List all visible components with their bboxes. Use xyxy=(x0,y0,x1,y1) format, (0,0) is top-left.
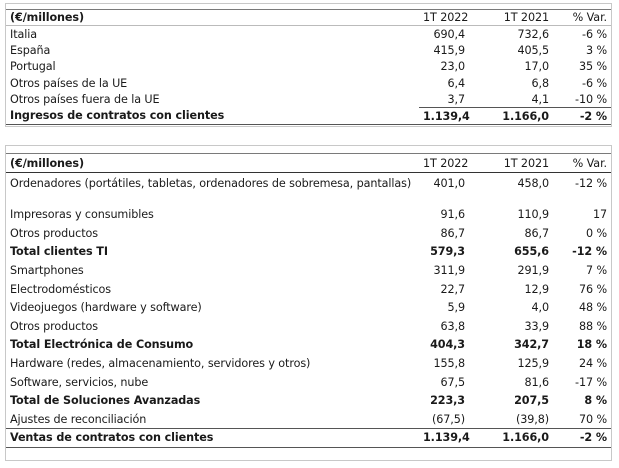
value-var: 8 % xyxy=(584,394,607,408)
table-row xyxy=(6,75,611,91)
value-1t2022: 5,9 xyxy=(447,301,465,315)
row-label: España xyxy=(10,43,51,57)
table-row xyxy=(6,42,611,58)
subtotal-row xyxy=(6,243,611,262)
revenue-by-product-table xyxy=(5,145,612,461)
total-var: -2 % xyxy=(553,108,611,124)
value-var: 0 % xyxy=(585,226,607,240)
table-row xyxy=(6,91,611,107)
col-header-var: % Var. xyxy=(553,10,611,26)
table-header-row xyxy=(6,154,611,173)
value-1t2022: 91,6 xyxy=(440,208,465,222)
value-1t2021: 86,7 xyxy=(524,226,549,240)
value-1t2021: 6,8 xyxy=(531,76,549,90)
value-1t2022: 415,9 xyxy=(433,43,465,57)
value-1t2022: 3,7 xyxy=(447,92,465,106)
table-row xyxy=(6,224,611,243)
value-1t2022: 579,3 xyxy=(430,245,465,259)
col-header-1t2022: 1T 2022 xyxy=(419,10,469,26)
value-1t2021: 291,9 xyxy=(517,264,549,278)
table-row xyxy=(6,280,611,299)
value-1t2022: 22,7 xyxy=(440,282,465,296)
col-header-var: % Var. xyxy=(553,154,611,173)
subtotal-row xyxy=(6,391,611,410)
row-label: Portugal xyxy=(10,60,56,74)
table-row xyxy=(6,59,611,75)
row-label: Videojuegos (hardware y software) xyxy=(10,301,202,315)
row-label: Software, servicios, nube xyxy=(10,375,149,389)
value-1t2022: 63,8 xyxy=(440,319,465,333)
value-var: 24 % xyxy=(578,357,607,371)
table-row xyxy=(6,173,611,206)
table-header-row xyxy=(6,10,611,26)
value-var: 48 % xyxy=(578,301,607,315)
value-var: 18 % xyxy=(576,338,607,352)
row-label: Otros países fuera de la UE xyxy=(10,93,160,107)
value-var: -12 % xyxy=(572,245,607,259)
value-var: 76 % xyxy=(578,282,607,296)
row-label: Smartphones xyxy=(10,264,84,278)
row-label: Otros productos xyxy=(10,226,98,240)
value-1t2022: 23,0 xyxy=(440,60,465,74)
row-label: Total Electrónica de Consumo xyxy=(10,338,194,352)
total-var: -2 % xyxy=(553,429,611,448)
value-1t2021: 655,6 xyxy=(514,245,549,259)
value-var: -6 % xyxy=(582,76,607,90)
value-var: -10 % xyxy=(575,92,607,106)
total-row xyxy=(6,108,611,124)
row-label: Otros productos xyxy=(10,319,98,333)
col-header-1t2021: 1T 2021 xyxy=(469,10,553,26)
value-1t2021: 81,6 xyxy=(524,375,549,389)
value-var: 88 % xyxy=(578,319,607,333)
row-label: Hardware (redes, almacenamiento, servidores y otros) xyxy=(10,357,311,371)
value-1t2021: 4,1 xyxy=(531,92,549,106)
table-row xyxy=(6,373,611,392)
total-row xyxy=(6,429,611,448)
col-header-1t2022: 1T 2022 xyxy=(419,154,469,173)
value-1t2022: 155,8 xyxy=(433,357,465,371)
total-1t2021: 1.166,0 xyxy=(469,108,553,124)
unit-header: (€/millones) xyxy=(6,10,419,26)
row-label: Electrodomésticos xyxy=(10,282,111,296)
table-row xyxy=(6,206,611,225)
subtotal-row xyxy=(6,336,611,355)
value-1t2021: 110,9 xyxy=(517,208,549,222)
value-1t2021: 17,0 xyxy=(524,60,549,74)
row-label: Italia xyxy=(10,27,38,41)
value-var: -6 % xyxy=(582,27,607,41)
value-1t2021: 125,9 xyxy=(517,357,549,371)
value-1t2021: 33,9 xyxy=(524,319,549,333)
table-row xyxy=(6,317,611,336)
revenue-by-country-table xyxy=(5,3,612,127)
row-label: Total de Soluciones Avanzadas xyxy=(10,394,201,408)
table-row xyxy=(6,26,611,42)
table-row xyxy=(6,410,611,429)
value-1t2022: 67,5 xyxy=(440,375,465,389)
value-1t2021: 732,6 xyxy=(517,27,549,41)
row-label: Ordenadores (portátiles, tabletas, ordenadores de sobremesa, pantallas) xyxy=(10,177,412,190)
value-var: 35 % xyxy=(578,60,607,74)
value-1t2021: 12,9 xyxy=(524,282,549,296)
value-1t2022: (67,5) xyxy=(431,412,465,426)
value-var: -17 % xyxy=(575,375,607,389)
value-1t2021: 405,5 xyxy=(517,43,549,57)
value-1t2021: (39,8) xyxy=(515,412,549,426)
unit-header: (€/millones) xyxy=(6,154,419,173)
total-1t2022: 1.139,4 xyxy=(419,429,469,448)
value-1t2022: 223,3 xyxy=(430,394,465,408)
row-label: Total clientes TI xyxy=(10,245,108,259)
total-label: Ingresos de contratos con clientes xyxy=(6,108,419,124)
table-row xyxy=(6,298,611,317)
value-var: -12 % xyxy=(575,177,607,190)
value-1t2021: 4,0 xyxy=(531,301,549,315)
col-header-1t2021: 1T 2021 xyxy=(469,154,553,173)
total-1t2022: 1.139,4 xyxy=(419,108,469,124)
total-label: Ventas de contratos con clientes xyxy=(6,429,419,448)
value-1t2022: 690,4 xyxy=(433,27,465,41)
value-1t2021: 458,0 xyxy=(517,177,549,190)
value-var: 7 % xyxy=(585,264,607,278)
value-var: 70 % xyxy=(578,412,607,426)
table-row xyxy=(6,261,611,280)
row-label: Ajustes de reconciliación xyxy=(10,412,147,426)
value-1t2021: 342,7 xyxy=(514,338,549,352)
table-row xyxy=(6,354,611,373)
value-1t2022: 404,3 xyxy=(430,338,465,352)
value-1t2022: 86,7 xyxy=(440,226,465,240)
row-label: Impresoras y consumibles xyxy=(10,208,154,222)
value-1t2021: 207,5 xyxy=(514,394,549,408)
total-1t2021: 1.166,0 xyxy=(469,429,553,448)
value-var: 3 % xyxy=(585,43,607,57)
value-var: 17 xyxy=(592,208,607,222)
value-1t2022: 6,4 xyxy=(447,76,465,90)
value-1t2022: 401,0 xyxy=(433,177,465,190)
value-1t2022: 311,9 xyxy=(433,264,465,278)
row-label: Otros países de la UE xyxy=(10,76,128,90)
